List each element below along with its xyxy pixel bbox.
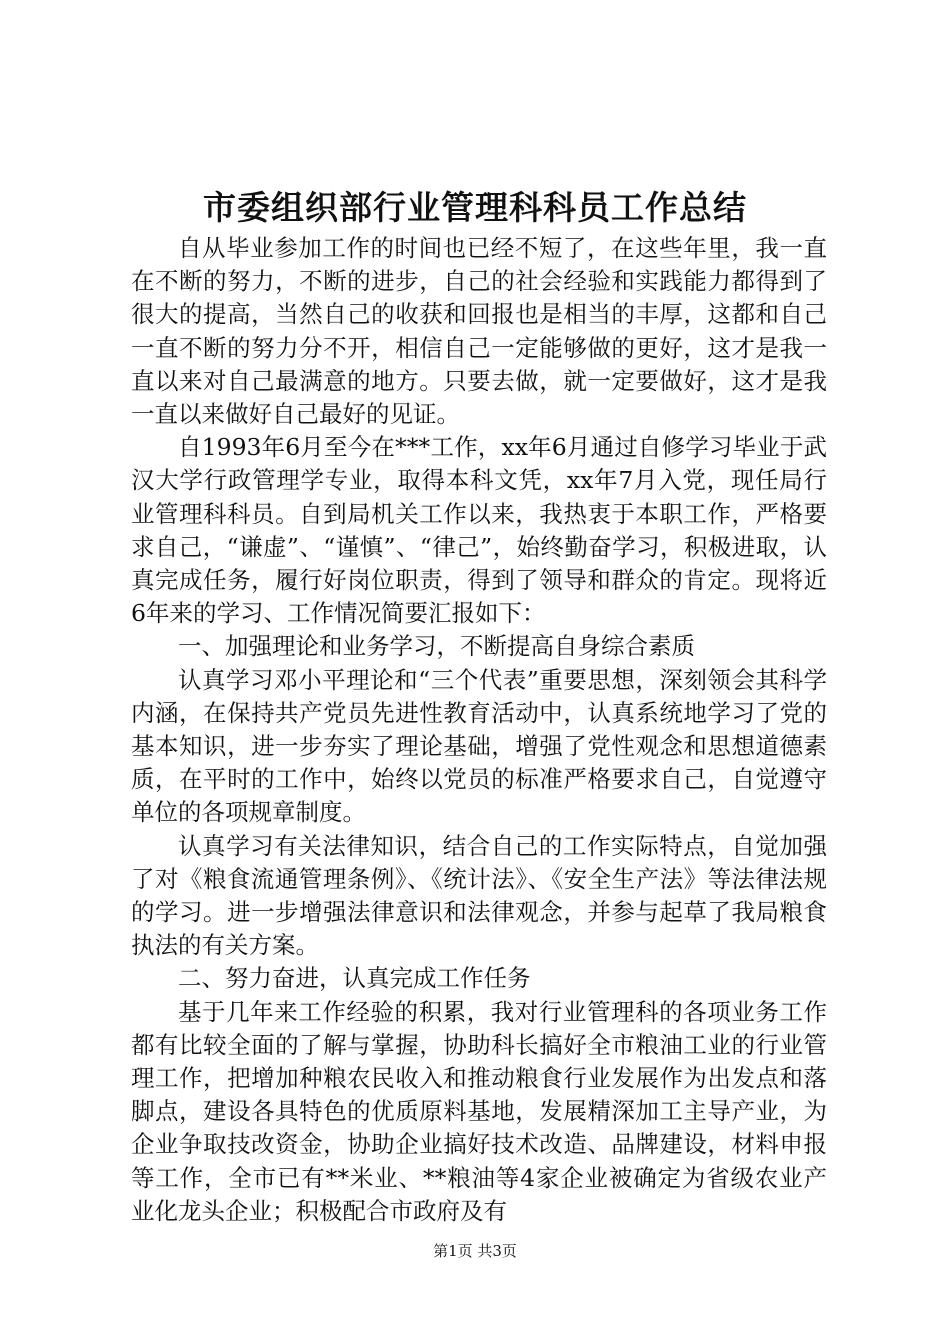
document-body — [131, 232, 827, 1228]
paragraph-work-tasks: 基于几年来工作经验的积累，我对行业管理科的各项业务工作都有比较全面的了解与掌握，协助科长搞好全市粮油工业的行业管理工作，把增加种粮农民收入和推动粮食行业发展作为出发点和落脚点，建设各具特色的优质原料基地，发展精深加工主导产业，为企业争取技改资金，协助企业搞好技术改造、品牌建设，材料申报等工作，全市已有**米业、**粮油等4家企业被确定为省级农业产业化龙头企业；积极配合市政府及有 — [131, 997, 827, 1225]
page-footer: 第1页 共3页 — [433, 1242, 517, 1260]
paragraph-background: 自1993年6月至今在***工作，xx年6月通过自修学习毕业于武汉大学行政管理学专业，取得本科文凭，xx年7月入党，现任局行业管理科科员。自到局机关工作以来，我热衷于本职工作，严格要求自己，“谦虚”、“谨慎”、“律己”，始终勤奋学习，积极进取，认真完成任务，履行好岗位职责，得到了领导和群众的肯定。现将近6年来的学习、工作情况简要汇报如下： — [131, 433, 827, 628]
section-heading-2: 二、努力奋进，认真完成工作任务 — [178, 964, 531, 993]
document-title: 市委组织部行业管理科科员工作总结 — [203, 188, 747, 227]
paragraph-law-study: 认真学习有关法律知识，结合自己的工作实际特点，自觉加强了对《粮食流通管理条例》、《统计法》、《安全生产法》等法律法规的学习。进一步增强法律意识和法律观念，并参与起草了我局粮食执法的有关方案。 — [131, 831, 827, 960]
paragraph-theory-study: 认真学习邓小平理论和“三个代表”重要思想，深刻领会其科学内涵，在保持共产党员先进性教育活动中，认真系统地学习了党的基本知识，进一步夯实了理论基础，增强了党性观念和思想道德素质，在平时的工作中，始终以党员的标准严格要求自己，自觉遵守单位的各项规章制度。 — [131, 665, 827, 827]
section-heading-1: 一、加强理论和业务学习，不断提高自身综合素质 — [178, 632, 695, 661]
paragraph-intro: 自从毕业参加工作的时间也已经不短了，在这些年里，我一直在不断的努力，不断的进步，自己的社会经验和实践能力都得到了很大的提高，当然自己的收获和回报也是相当的丰厚，这都和自己一直不断的努力分不开，相信自己一定能够做的更好，这才是我一直以来对自己最满意的地方。只要去做，就一定要做好，这才是我一直以来做好自己最好的见证。 — [131, 234, 827, 429]
